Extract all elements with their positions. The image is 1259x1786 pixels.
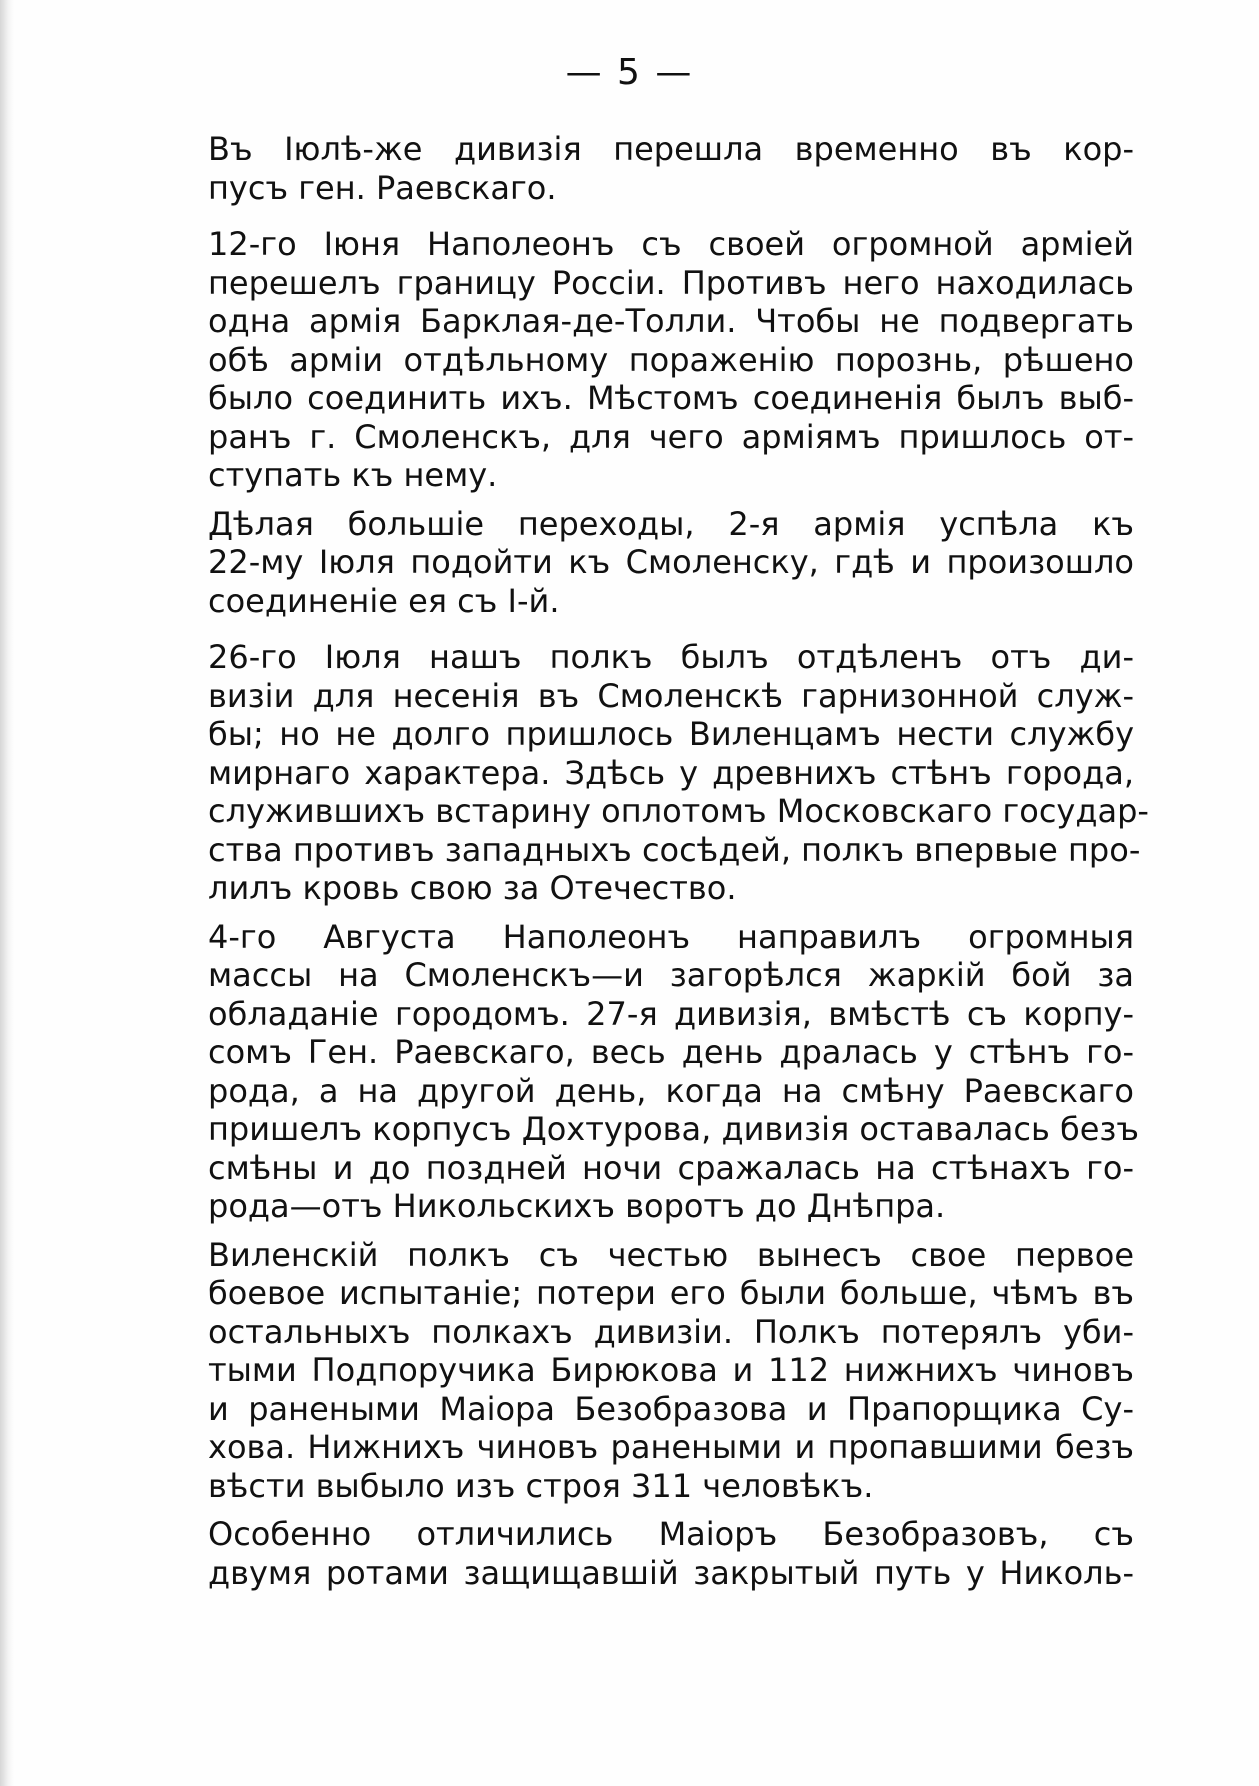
- text-line: 26-го Іюля нашъ полкъ былъ отдѣленъ отъ ди-: [208, 638, 1134, 676]
- text-line: Въ Іюлѣ-же дивизія перешла временно въ кор-: [208, 130, 1134, 168]
- text-line: лилъ кровь свою за Отечество.: [208, 869, 737, 907]
- text-line: тыми Подпоручика Бирюкова и 112 нижнихъ чиновъ: [208, 1351, 1134, 1389]
- text-line: 12-го Іюня Наполеонъ съ своей огромной арміей: [208, 225, 1134, 263]
- text-line: смѣны и до поздней ночи сражалась на стѣнахъ го-: [208, 1148, 1134, 1187]
- text-line: пришелъ корпусъ Дохтурова, дивизія оставалась безъ: [208, 1110, 1140, 1148]
- body-text: [124, 130, 1149, 1592]
- text-line: Дѣлая большіе переходы, 2-я армія успѣла къ: [208, 504, 1134, 543]
- text-line: мирнаго характера. Здѣсь у древнихъ стѣнъ города,: [208, 753, 1134, 792]
- text-line: перешелъ границу Россіи. Противъ него находилась: [208, 263, 1134, 302]
- text-line: Особенно отличились Маіоръ Безобразовъ, съ: [208, 1515, 1134, 1553]
- text-line: рода, а на другой день, когда на смѣну Раевскаго: [208, 1071, 1134, 1110]
- paragraph-4: [124, 638, 1149, 908]
- text-line: сомъ Ген. Раевскаго, весь день дралась у стѣнъ го-: [208, 1033, 1134, 1071]
- text-line: обѣ арміи отдѣльному пораженію порознь, рѣшено: [208, 340, 1134, 379]
- text-line: пусъ ген. Раевскаго.: [208, 168, 557, 207]
- text-line: массы на Смоленскъ—и загорѣлся жаркій бой за: [208, 956, 1134, 994]
- text-line: 22-му Іюля подойти къ Смоленску, гдѣ и произошло: [208, 543, 1134, 581]
- text-line: двумя ротами защищавшій закрытый путь у Николь-: [208, 1553, 1134, 1592]
- paragraph-2: [124, 225, 1134, 495]
- text-line: хова. Нижнихъ чиновъ ранеными и пропавшими безъ: [208, 1428, 1134, 1466]
- text-line: одна армія Барклая-де-Толли. Чтобы не подвергать: [208, 302, 1134, 340]
- text-line: вѣсти выбыло изъ строя 311 человѣкъ.: [208, 1466, 874, 1505]
- text-line: обладаніе городомъ. 27-я дивизія, вмѣстѣ съ корпу-: [208, 994, 1134, 1033]
- page-edge-shadow: [0, 0, 14, 1786]
- page-number: — 5 —: [565, 52, 694, 93]
- text-line: соединеніе ея съ І-й.: [208, 581, 560, 620]
- text-line: боевое испытаніе; потери его были больше, чѣмъ въ: [208, 1274, 1134, 1312]
- text-line: бы; но не долго пришлось Виленцамъ нести службу: [208, 715, 1134, 753]
- text-line: рода—отъ Никольскихъ воротъ до Днѣпра.: [208, 1187, 946, 1225]
- text-line: 4-го Августа Наполеонъ направилъ огромныя: [208, 917, 1134, 956]
- text-line: остальныхъ полкахъ дивизіи. Полкъ потерялъ уби-: [208, 1312, 1134, 1351]
- paragraph-7: [124, 1515, 1134, 1592]
- text-line: визіи для несенія въ Смоленскѣ гарнизонной служ-: [208, 676, 1134, 715]
- text-line: ступать къ нему.: [208, 456, 498, 494]
- paragraph-6: [124, 1236, 1134, 1506]
- text-line: служившихъ встарину оплотомъ Московскаго государ-: [208, 792, 1149, 830]
- text-line: ранъ г. Смоленскъ, для чего арміямъ пришлось от-: [208, 417, 1134, 456]
- text-line: Виленскій полкъ съ честью вынесъ свое первое: [208, 1235, 1134, 1274]
- paragraph-1: [124, 130, 1134, 207]
- text-line: и ранеными Маіора Безобразова и Прапорщика Су-: [208, 1389, 1134, 1428]
- paragraph-3: [124, 505, 1134, 621]
- paragraph-5: [124, 917, 1140, 1226]
- text-line: ства противъ западныхъ сосѣдей, полкъ впервые про-: [208, 830, 1141, 869]
- text-line: было соединить ихъ. Мѣстомъ соединенія былъ выб-: [208, 379, 1134, 417]
